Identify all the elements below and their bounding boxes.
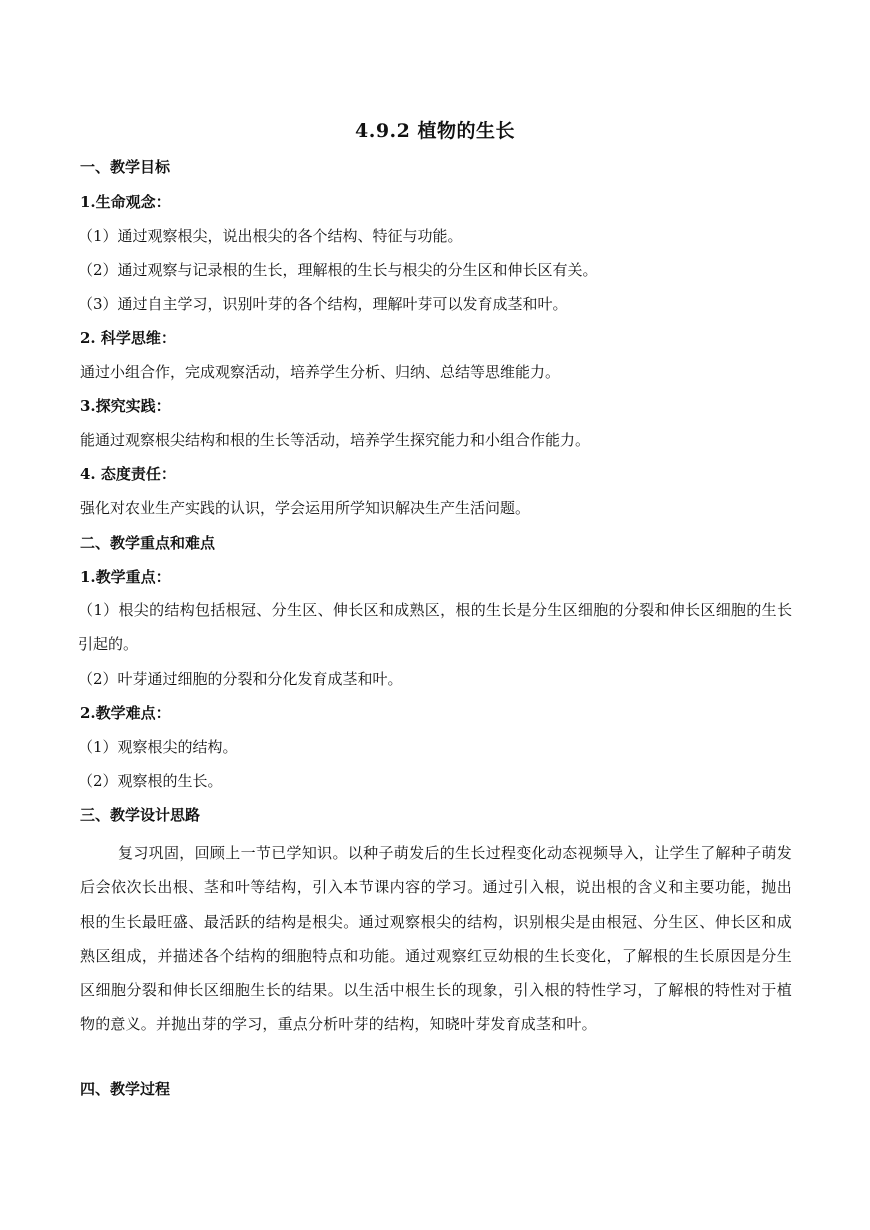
section-heading-process: 四、教学过程 [80, 1080, 171, 1098]
subheading-attitude-responsibility: 4. 态度责任： [80, 465, 176, 483]
list-item: （1）根尖的结构包括根冠、分生区、伸长区和成熟区，根的生长是分生区细胞的分裂和伸长区细胞的生长引起的。 [78, 601, 792, 653]
subheading-scientific-thinking: 2. 科学思维： [80, 329, 176, 347]
list-item: （1）通过观察根尖，说出根尖的各个结构、特征与功能。 [78, 227, 463, 245]
list-item: （1）观察根尖的结构。 [78, 738, 238, 756]
list-item: （2）观察根的生长。 [78, 772, 223, 790]
design-paragraph: 复习巩固，回顾上一节已学知识。以种子萌发后的生长过程变化动态视频导入，让学生了解种子萌发后会依次长出根、茎和叶等结构，引入本节课内容的学习。通过引入根，说出根的含义和主要功能，抛出根的生长最旺盛、最活跃的结构是根尖。通过观察根尖的结构，识别根尖是由根冠、分生区、伸长区和成熟区组成，并描述各个结构的细胞特点和功能。通过观察红豆幼根的生长变化，了解根的生长原因是分生区细胞分裂和伸长区细胞生长的结果。以生活中根生长的现象，引入根的特性学习，了解根的特性对于植物的意义。并抛出芽的学习，重点分析叶芽的结构，知晓叶芽发育成茎和叶。 [80, 844, 792, 1034]
list-item: （2）叶芽通过细胞的分裂和分化发育成茎和叶。 [78, 670, 403, 688]
body-text: 通过小组合作，完成观察活动，培养学生分析、归纳、总结等思维能力。 [80, 363, 561, 381]
document-title: 4.9.2 植物的生长 [354, 120, 515, 142]
section-heading-objectives: 一、教学目标 [80, 158, 171, 176]
subheading-key-points: 1.教学重点： [80, 568, 171, 586]
body-text: 强化对农业生产实践的认识，学会运用所学知识解决生产生活问题。 [80, 499, 531, 517]
list-item: （3）通过自主学习，识别叶芽的各个结构，理解叶芽可以发育成茎和叶。 [78, 295, 568, 313]
subheading-life-concept: 1.生命观念： [80, 193, 171, 211]
body-text: 能通过观察根尖结构和根的生长等活动，培养学生探究能力和小组合作能力。 [80, 431, 591, 449]
list-item: （2）通过观察与记录根的生长，理解根的生长与根尖的分生区和伸长区有关。 [78, 261, 598, 279]
subheading-inquiry-practice: 3.探究实践： [80, 397, 171, 415]
subheading-difficulties: 2.教学难点： [80, 704, 171, 722]
section-heading-design: 三、教学设计思路 [80, 806, 201, 824]
section-heading-key-points: 二、教学重点和难点 [80, 534, 216, 552]
